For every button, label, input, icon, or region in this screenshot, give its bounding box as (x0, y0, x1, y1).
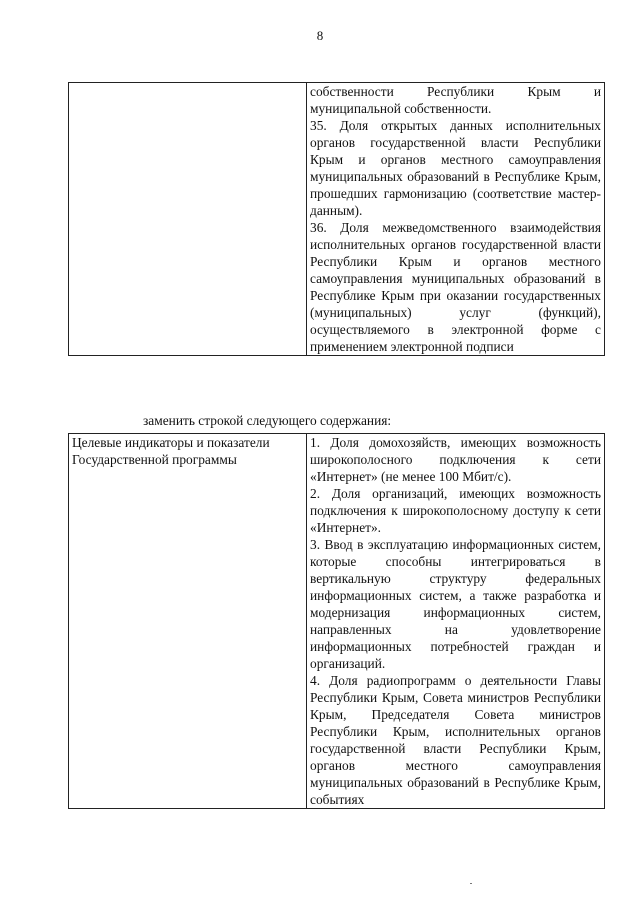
replacement-intro-text: заменить строкой следующего содержания: (143, 413, 392, 428)
list-item: 36. Доля межведомственного взаимодействия исполнительных органов государственной власти Республики Крым и органов местного самоуправления муниципальных образований в Республике Крым при оказании государственных (муниципальных) услуг (функций), осуществляемого в электронной форме с применением электронной подписи (310, 220, 601, 354)
list-item: собственности Республики Крым и муниципальной собственности. (310, 84, 601, 116)
list-item: 4. Доля радиопрограмм о деятельности Главы Республики Крым, Совета министров Республики Крым, Председателя Совета министров Республики Крым, исполнительных органов государственной власти Республики Крым, органов местного самоуправления муниципальных образований в Республике Крым, событиях (310, 673, 601, 807)
table-row (69, 434, 605, 809)
table-cell-right (307, 434, 605, 809)
list-item: 1. Доля домохозяйств, имеющих возможность широкополосного подключения к сети «Интернет» (не менее 100 Мбит/с). (310, 435, 601, 484)
scan-mark (470, 883, 472, 884)
criteria-table-old (68, 82, 605, 356)
table-cell-right (307, 83, 605, 356)
list-item: 3. Ввод в эксплуатацию информационных систем, которые способны интегрироваться в вертикальную структуру федеральных информационных систем, а также разработка и модернизация информационных систем, направленных на удовлетворение информационных потребностей граждан и организаций. (310, 537, 601, 671)
page-number: 8 (316, 28, 324, 43)
list-item: 35. Доля открытых данных исполнительных органов государственной власти Республики Крым и органов местного самоуправления муниципальных образований в Республике Крым, прошедших гармонизацию (соответствие мастер-данным). (310, 118, 601, 218)
criteria-table-new (68, 433, 605, 809)
left-cell-text: Целевые индикаторы и показатели Государственной программы (72, 435, 270, 467)
table-cell-left (69, 434, 307, 809)
table-row (69, 83, 605, 356)
list-item: 2. Доля организаций, имеющих возможность подключения к широкополосному доступу к сети «Интернет». (310, 486, 601, 535)
table-cell-left (69, 83, 307, 356)
